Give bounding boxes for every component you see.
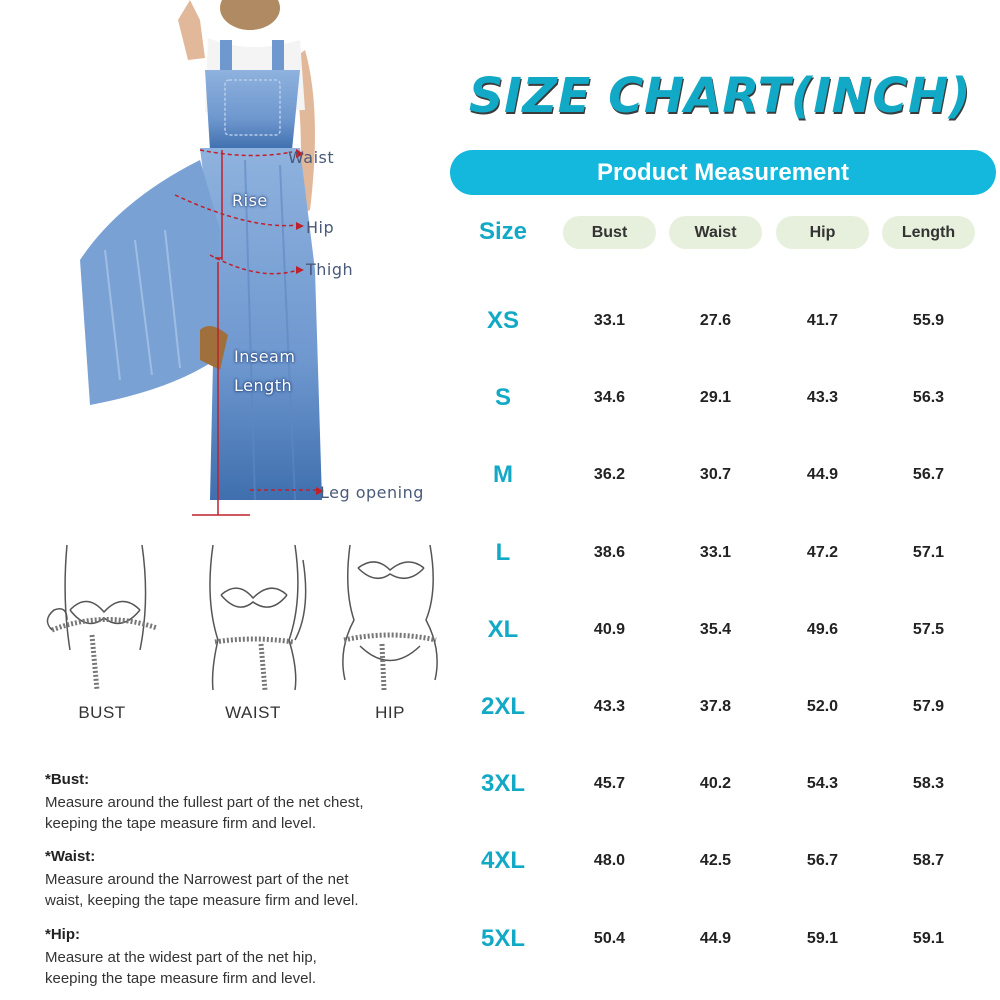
table-row bbox=[0, 610, 1000, 650]
waist-note-line: waist, keeping the tape measure firm and level. bbox=[45, 892, 359, 909]
measurement-cell: 56.7 bbox=[806, 852, 839, 869]
size-cell: 3XL bbox=[480, 770, 525, 797]
measurement-cell: 35.4 bbox=[699, 621, 732, 638]
overalls-model-illustration bbox=[60, 0, 440, 525]
table-row bbox=[0, 764, 1000, 804]
measurement-cell: 43.3 bbox=[593, 698, 626, 715]
measurement-cell: 42.5 bbox=[699, 852, 732, 869]
size-column-header: Size bbox=[478, 218, 528, 245]
measurement-cell: 33.1 bbox=[699, 544, 732, 561]
measurement-cell: 41.7 bbox=[806, 312, 839, 329]
measurement-cell: 58.7 bbox=[912, 852, 945, 869]
bust-note-line: keeping the tape measure firm and level. bbox=[45, 815, 316, 832]
column-header-waist: Waist bbox=[669, 216, 762, 249]
measurement-cell: 56.7 bbox=[912, 466, 945, 483]
measurement-cell: 45.7 bbox=[593, 775, 626, 792]
size-cell: 2XL bbox=[480, 693, 525, 720]
size-cell: 5XL bbox=[480, 925, 525, 952]
leg-opening-label: Leg opening bbox=[320, 483, 424, 502]
measurement-cell: 44.9 bbox=[806, 466, 839, 483]
column-header-bust: Bust bbox=[563, 216, 656, 249]
table-row bbox=[0, 841, 1000, 881]
measurement-cell: 57.9 bbox=[912, 698, 945, 715]
size-cell: XL bbox=[487, 616, 519, 643]
measurement-cell: 34.6 bbox=[593, 389, 626, 406]
hip-label: Hip bbox=[306, 218, 335, 237]
measurement-cell: 49.6 bbox=[806, 621, 839, 638]
hip-sketch-label: HIP bbox=[375, 703, 405, 722]
rise-label: Rise bbox=[232, 191, 268, 210]
measurement-cell: 27.6 bbox=[699, 312, 732, 329]
measurement-cell: 59.1 bbox=[912, 930, 945, 947]
measurement-cell: 58.3 bbox=[912, 775, 945, 792]
measurement-cell: 59.1 bbox=[806, 930, 839, 947]
product-figure bbox=[60, 0, 440, 525]
table-row bbox=[0, 533, 1000, 573]
measurement-cell: 40.9 bbox=[593, 621, 626, 638]
waist-note-title: *Waist: bbox=[45, 848, 96, 865]
measurement-cell: 52.0 bbox=[806, 698, 839, 715]
measurement-cell: 38.6 bbox=[593, 544, 626, 561]
measurement-cell: 55.9 bbox=[912, 312, 945, 329]
bust-note-line: Measure around the fullest part of the net chest, bbox=[45, 794, 364, 811]
measurement-cell: 57.1 bbox=[912, 544, 945, 561]
hip-note-line: keeping the tape measure firm and level. bbox=[45, 970, 316, 987]
measurement-cell: 30.7 bbox=[699, 466, 732, 483]
thigh-label: Thigh bbox=[306, 260, 354, 279]
measurement-cell: 43.3 bbox=[806, 389, 839, 406]
bust-sketch-label: BUST bbox=[78, 703, 126, 722]
size-cell: XS bbox=[486, 307, 519, 334]
inseam-label-line2: Length bbox=[234, 376, 293, 395]
measurement-cell: 54.3 bbox=[806, 775, 839, 792]
waist-label: Waist bbox=[288, 148, 335, 167]
measurement-cell: 47.2 bbox=[806, 544, 839, 561]
measurement-cell: 44.9 bbox=[699, 930, 732, 947]
table-row bbox=[0, 919, 1000, 959]
size-chart-title: SIZE CHART(INCH) bbox=[468, 68, 972, 124]
bust-note-title: *Bust: bbox=[45, 771, 90, 788]
measurement-cell: 48.0 bbox=[593, 852, 626, 869]
table-row bbox=[0, 687, 1000, 727]
measurement-cell: 56.3 bbox=[912, 389, 945, 406]
table-row bbox=[0, 378, 1000, 418]
column-header-length: Length bbox=[882, 216, 975, 249]
measurement-cell: 36.2 bbox=[593, 466, 626, 483]
size-cell: S bbox=[494, 384, 511, 411]
hip-note-line: Measure at the widest part of the net hip, bbox=[45, 949, 317, 966]
waist-sketch-label: WAIST bbox=[225, 703, 281, 722]
product-measurement-header: Product Measurement bbox=[450, 150, 996, 195]
measurement-cell: 37.8 bbox=[699, 698, 732, 715]
measurement-cell: 29.1 bbox=[699, 389, 732, 406]
measurement-cell: 57.5 bbox=[912, 621, 945, 638]
column-header-hip: Hip bbox=[776, 216, 869, 249]
size-cell: M bbox=[493, 461, 513, 488]
inseam-label-line1: Inseam bbox=[234, 347, 296, 366]
measurement-cell: 33.1 bbox=[593, 312, 626, 329]
measurement-cell: 50.4 bbox=[593, 930, 626, 947]
measurement-cell: 40.2 bbox=[699, 775, 732, 792]
size-cell: L bbox=[495, 539, 511, 566]
table-row bbox=[0, 455, 1000, 495]
size-cell: 4XL bbox=[480, 847, 525, 874]
hip-note-title: *Hip: bbox=[45, 926, 80, 943]
table-row bbox=[0, 301, 1000, 341]
waist-note-line: Measure around the Narrowest part of the net bbox=[45, 871, 349, 888]
